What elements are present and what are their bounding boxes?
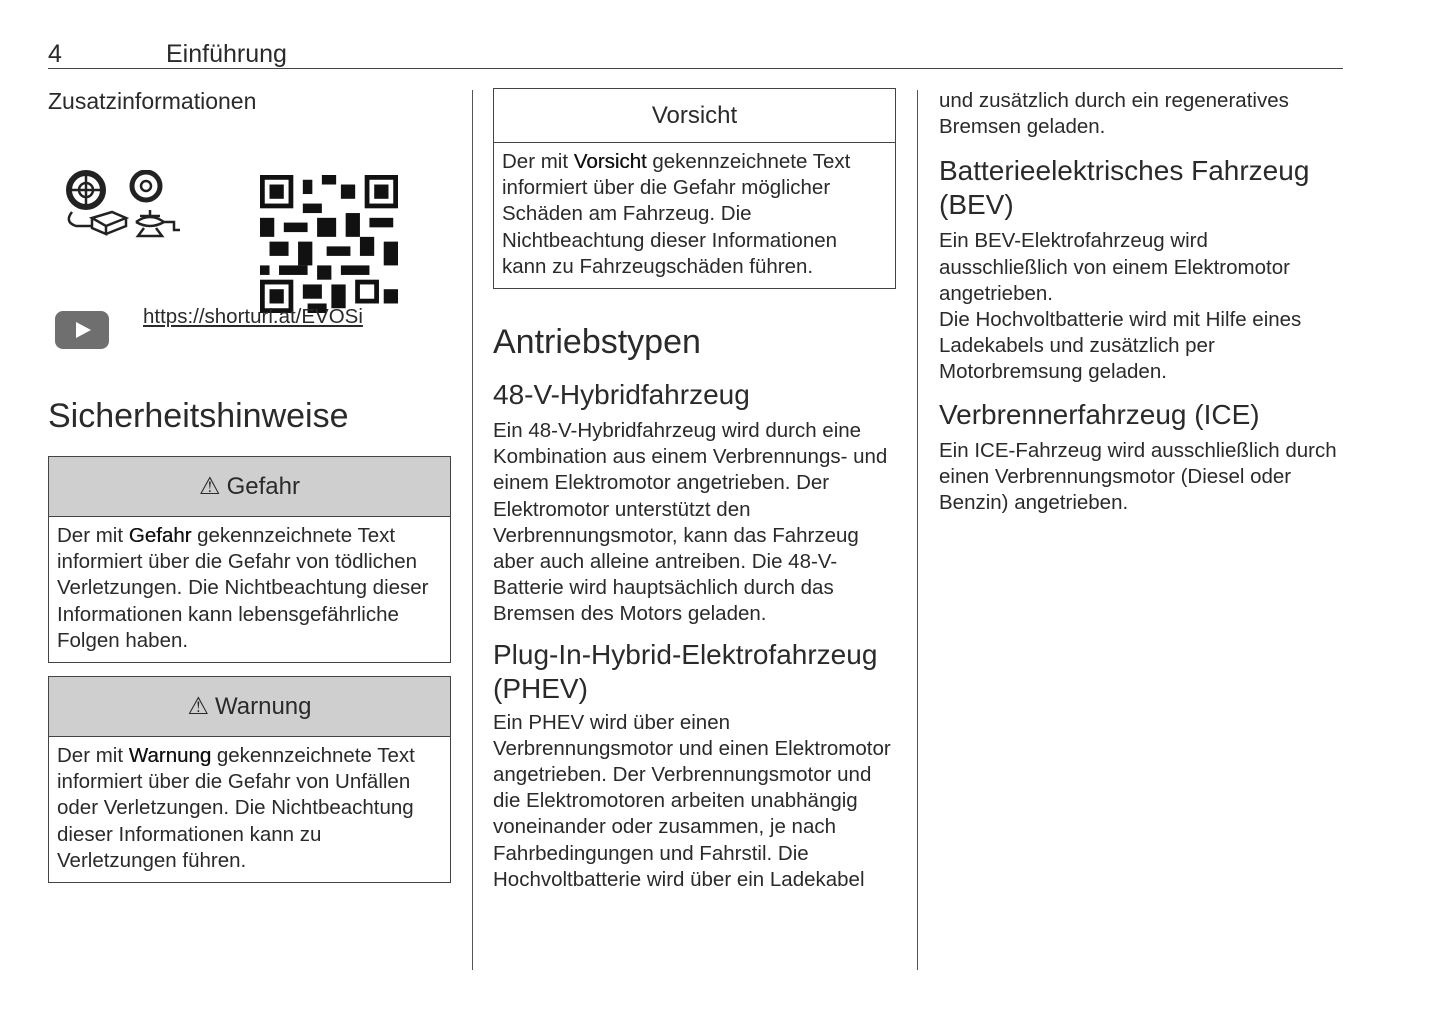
warning-triangle-icon: ⚠ xyxy=(199,473,221,500)
danger-text: Der mit Gefahr gekennzeichnete Text informiert über die Gefahr von tödlichen Verletzungen. Die Nichtbeachtung dieser Informationen kann lebensgefährliche Folgen haben. xyxy=(57,524,429,652)
danger-box-header xyxy=(49,457,450,517)
column-divider xyxy=(917,90,918,970)
page-header xyxy=(48,38,1343,69)
warning-box-header xyxy=(49,677,450,737)
text-bev-2: Die Hochvoltbatterie wird mit Hilfe eines Ladekabels und zusätzlich per Motorbremsung geladen. xyxy=(939,308,1302,384)
qr-code-icon xyxy=(260,175,398,313)
danger-title: Gefahr xyxy=(226,472,300,500)
column-1 xyxy=(48,86,453,883)
warning-triangle-icon: ⚠ xyxy=(187,693,209,721)
section-title-safety: Sicherheitshinweise xyxy=(48,397,349,435)
column-2 xyxy=(493,88,898,893)
heading-phev: Plug-In-Hybrid-Elektrofahrzeug (PHEV) xyxy=(493,638,878,704)
text-phev-continued: und zusätzlich durch ein regeneratives Bremsen geladen. xyxy=(939,89,1289,139)
text-ice: Ein ICE-Fahrzeug wird ausschließlich durch einen Verbrennungsmotor (Diesel oder Benzin) angetrieben. xyxy=(939,438,1337,515)
text-bev-1: Ein BEV-Elektrofahrzeug wird ausschließlich von einem Elektromotor angetrieben. xyxy=(939,229,1290,305)
heading-ice: Verbrennerfahrzeug (ICE) xyxy=(939,398,1260,430)
heading-48v-hybrid: 48-V-Hybridfahrzeug xyxy=(493,379,750,411)
caution-box xyxy=(493,88,896,289)
page-number: 4 xyxy=(48,40,62,68)
subtitle: Zusatzinformationen xyxy=(48,88,257,114)
danger-box xyxy=(48,456,451,663)
chapter-title: Einführung xyxy=(166,40,287,68)
column-3 xyxy=(939,88,1339,516)
column-divider xyxy=(472,90,473,970)
text-phev: Ein PHEV wird über einen Verbrennungsmotor und einen Elektromotor angetrieben. Der Verbrennungsmotor und die Elektromotoren arbeiten unabhängig voneinander oder zusammen, je nach Fahrbedingungen und Fahrstil. Die Hochvoltbatterie wird über ein Ladekabel xyxy=(493,710,891,891)
caution-box-header xyxy=(494,89,895,143)
text-48v-hybrid: Ein 48-V-Hybridfahrzeug wird durch eine Kombination aus einem Verbrennungs- und einem Elektromotor angetrieben. Der Elektromotor unterstützt den Verbrennungsmotor, kann das Fahrzeug aber auch alleine antreiben. Die 48-V-Batterie wird hauptsächlich durch das Bremsen des Motors geladen. xyxy=(493,419,888,626)
warning-box xyxy=(48,676,451,883)
warning-text: Der mit Warnung gekennzeichnete Text informiert über die Gefahr von Unfällen oder Verletzungen. Die Nichtbeachtung dieser Informationen kann zu Verletzungen führen. xyxy=(57,744,415,872)
tire-repair-icon xyxy=(62,170,192,240)
caution-title: Vorsicht xyxy=(651,101,738,129)
heading-bev: Batterieelektrisches Fahrzeug (BEV) xyxy=(939,155,1310,221)
video-link[interactable]: https://shorturl.at/EVOSi xyxy=(143,305,363,328)
video-play-icon[interactable] xyxy=(55,311,109,349)
caution-text: Der mit Vorsicht gekennzeichnete Text informiert über die Gefahr möglicher Schäden am Fahrzeug. Die Nichtbeachtung dieser Informationen kann zu Fahrzeugschäden führen. xyxy=(502,150,851,278)
warning-title: Warnung xyxy=(215,692,312,720)
section-title-drive-types: Antriebstypen xyxy=(493,323,701,362)
